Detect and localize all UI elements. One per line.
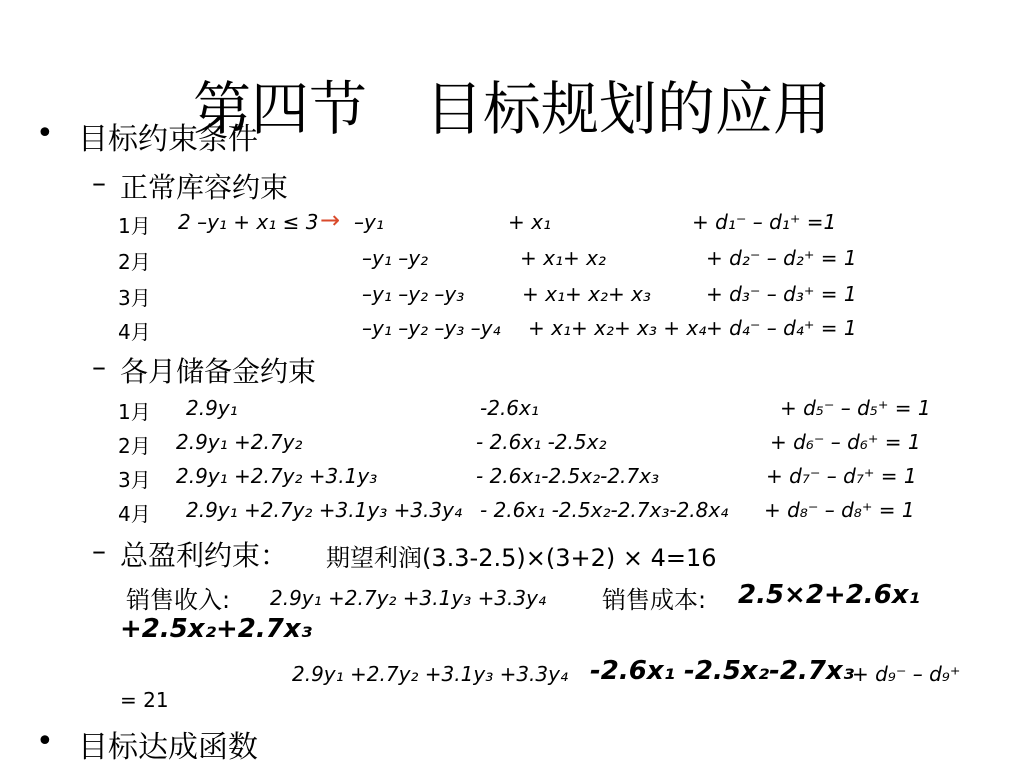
sales-cost-label: 销售成本: — [602, 586, 707, 614]
month-label: 4月 — [118, 320, 151, 344]
profit-equation-cost: -2.6x₁ -2.5x₂-2.7x₃ — [590, 656, 855, 686]
month-label: 2月 — [118, 250, 151, 274]
profit-equation-deviation: + d₉⁻ – d₉⁺ — [852, 662, 961, 686]
profit-equation-income: 2.9y₁ +2.7y₂ +3.1y₃ +3.3y₄ — [292, 662, 568, 686]
y-terms: –y₁ –y₂ — [362, 246, 429, 270]
x-terms: -2.6x₁ — [480, 396, 539, 420]
bullet-icon: • — [36, 724, 54, 759]
deviation-terms: + d₇⁻ – d₇⁺ = 1 — [766, 464, 917, 488]
dash-icon: – — [92, 350, 106, 383]
dash-icon: – — [92, 534, 106, 567]
subheading-monthly-reserve: 各月储备金约束 — [120, 355, 317, 388]
section-heading-objective-function: 目标达成函数 — [78, 730, 258, 765]
deviation-terms: + d₃⁻ – d₃⁺ = 1 — [706, 282, 857, 306]
x-terms: + x₁+ x₂ — [520, 246, 606, 270]
profit-equation-rhs: = 21 — [120, 688, 169, 712]
deviation-terms: + d₄⁻ – d₄⁺ = 1 — [706, 316, 857, 340]
right-arrow-icon: → — [320, 206, 341, 234]
y-terms: –y₁ — [354, 210, 384, 234]
sales-cost-expression-line2: +2.5x₂+2.7x₃ — [120, 614, 313, 644]
y-terms: 2.9y₁ +2.7y₂ +3.1y₃ +3.3y₄ — [186, 498, 462, 522]
month-label: 2月 — [118, 434, 151, 458]
section-heading-goal-constraints: 目标约束条件 — [78, 122, 258, 157]
deviation-terms: + d₂⁻ – d₂⁺ = 1 — [706, 246, 857, 270]
dash-icon: – — [92, 166, 106, 199]
deviation-terms: + d₁⁻ – d₁⁺ =1 — [692, 210, 837, 234]
x-terms: - 2.6x₁ -2.5x₂ — [476, 430, 607, 454]
sales-income-expression: 2.9y₁ +2.7y₂ +3.1y₃ +3.3y₄ — [270, 586, 546, 610]
subheading-total-profit: 总盈利约束： — [120, 539, 289, 572]
deviation-terms: + d₆⁻ – d₆⁺ = 1 — [770, 430, 921, 454]
subheading-storage-capacity: 正常库容约束 — [120, 171, 289, 204]
expected-profit-text: 期望利润(3.3-2.5)×(3+2) × 4=16 — [326, 544, 717, 572]
deviation-terms: + d₅⁻ – d₅⁺ = 1 — [780, 396, 931, 420]
deviation-terms: + d₈⁻ – d₈⁺ = 1 — [764, 498, 915, 522]
page-title: 第四节 目标规划的应用 — [192, 75, 831, 143]
y-terms: 2.9y₁ +2.7y₂ +3.1y₃ — [176, 464, 378, 488]
y-terms: 2.9y₁ — [186, 396, 238, 420]
sales-cost-expression-line1: 2.5×2+2.6x₁ — [738, 580, 920, 610]
y-terms: –y₁ –y₂ –y₃ –y₄ — [362, 316, 501, 340]
x-terms: + x₁ — [508, 210, 551, 234]
month-label: 3月 — [118, 468, 151, 492]
month-label: 4月 — [118, 502, 151, 526]
original-inequality: 2 –y₁ + x₁ ≤ 3 — [178, 210, 319, 234]
x-terms: - 2.6x₁-2.5x₂-2.7x₃ — [476, 464, 659, 488]
month-label: 1月 — [118, 214, 151, 238]
bullet-icon: • — [36, 116, 54, 151]
month-label: 1月 — [118, 400, 151, 424]
x-terms: + x₁+ x₂+ x₃ — [522, 282, 651, 306]
x-terms: + x₁+ x₂+ x₃ + x₄ — [528, 316, 707, 340]
month-label: 3月 — [118, 286, 151, 310]
x-terms: - 2.6x₁ -2.5x₂-2.7x₃-2.8x₄ — [480, 498, 729, 522]
y-terms: 2.9y₁ +2.7y₂ — [176, 430, 303, 454]
y-terms: –y₁ –y₂ –y₃ — [362, 282, 465, 306]
sales-income-label: 销售收入: — [126, 586, 231, 614]
